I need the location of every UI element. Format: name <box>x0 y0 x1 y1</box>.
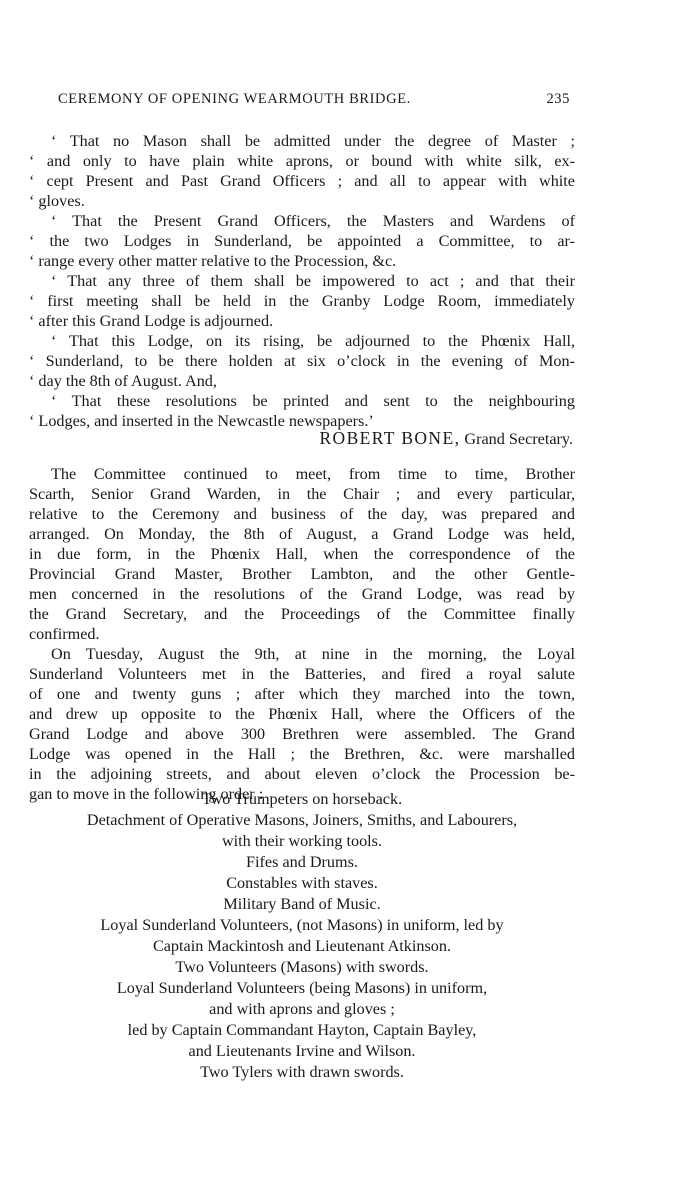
procession-item: Military Band of Music. <box>223 895 381 913</box>
procession-item: Loyal Sunderland Volunteers (being Masons) in uniform, <box>116 979 488 997</box>
signature-name: ROBERT BONE, <box>319 428 461 448</box>
narrative-line: On Tuesday, August the 9th, at nine in the morning, the Loyal <box>51 645 575 663</box>
resolution-line: ‘ That no Mason shall be admitted under the degree of Master ; <box>51 132 575 150</box>
narrative-line: and drew up opposite to the Phœnix Hall, where the Officers of the <box>29 705 575 723</box>
narrative-line: Grand Lodge and above 300 Brethren were assembled. The Grand <box>29 725 575 743</box>
resolution-line: ‘ That this Lodge, on its rising, be adjourned to the Phœnix Hall, <box>51 332 575 350</box>
procession-item: Fifes and Drums. <box>246 853 358 871</box>
resolution-line: ‘ and only to have plain white aprons, or bound with white silk, ex- <box>29 152 575 170</box>
resolution-line: ‘ range every other matter relative to the Procession, &c. <box>29 252 397 270</box>
resolution-line: ‘ That the Present Grand Officers, the Masters and Wardens of <box>51 212 575 230</box>
procession-item: Detachment of Operative Masons, Joiners, Smiths, and Labourers, <box>86 811 518 829</box>
page-number: 235 <box>546 91 570 107</box>
running-title: CEREMONY OF OPENING WEARMOUTH BRIDGE. <box>58 91 411 107</box>
procession-item: Two Volunteers (Masons) with swords. <box>175 958 429 976</box>
resolution-line: ‘ gloves. <box>29 192 85 210</box>
narrative-section <box>29 464 575 804</box>
resolution-line: ‘ cept Present and Past Grand Officers ; and all to appear with white <box>29 172 575 190</box>
narrative-line: relative to the Ceremony and business of the day, was prepared and <box>29 505 575 523</box>
narrative-line: confirmed. <box>29 625 100 643</box>
resolutions-section <box>29 131 575 431</box>
procession-item: Two Tylers with drawn swords. <box>200 1063 404 1081</box>
narrative-line: Sunderland Volunteers met in the Batteries, and fired a royal salute <box>29 665 575 683</box>
narrative-line: in the adjoining streets, and about eleven o’clock the Procession be- <box>29 765 575 783</box>
resolution-line: ‘ Lodges, and inserted in the Newcastle newspapers.’ <box>29 412 374 430</box>
resolution-line: ‘ the two Lodges in Sunderland, be appointed a Committee, to ar- <box>29 232 575 250</box>
procession-order <box>29 789 575 1083</box>
narrative-line: in due form, in the Phœnix Hall, when the correspondence of the <box>29 545 575 563</box>
procession-item: with their working tools. <box>221 832 383 850</box>
resolution-line: ‘ day the 8th of August. And, <box>29 372 217 390</box>
resolution-line: ‘ That any three of them shall be impowered to act ; and that their <box>51 272 575 290</box>
procession-item: Captain Mackintosh and Lieutenant Atkinson. <box>152 937 452 955</box>
narrative-line: men concerned in the resolutions of the Grand Lodge, was read by <box>29 585 575 603</box>
narrative-line: Lodge was opened in the Hall ; the Brethren, &c. were marshalled <box>29 745 575 763</box>
resolution-line: ‘ That these resolutions be printed and sent to the neighbouring <box>51 392 575 410</box>
procession-item: led by Captain Commandant Hayton, Captain Bayley, <box>127 1021 477 1039</box>
narrative-line: the Grand Secretary, and the Proceedings of the Committee finally <box>29 605 575 623</box>
narrative-line: arranged. On Monday, the 8th of August, a Grand Lodge was held, <box>29 525 575 543</box>
signature-title: Grand Secretary. <box>464 430 573 448</box>
running-header <box>58 91 570 108</box>
narrative-line: Scarth, Senior Grand Warden, in the Chair ; and every particular, <box>29 485 575 503</box>
narrative-line: The Committee continued to meet, from time to time, Brother <box>51 465 575 483</box>
procession-item: Constables with staves. <box>226 874 378 892</box>
narrative-line: gan to move in the following order : <box>29 785 264 803</box>
procession-item: Loyal Sunderland Volunteers, (not Masons) in uniform, led by <box>100 916 504 934</box>
resolution-line: ‘ after this Grand Lodge is adjourned. <box>29 312 274 330</box>
signature-line <box>319 428 573 449</box>
resolution-line: ‘ Sunderland, to be there holden at six o’clock in the evening of Mon- <box>29 352 575 370</box>
procession-item: Two Trumpeters on horseback. <box>201 790 403 808</box>
resolution-line: ‘ first meeting shall be held in the Granby Lodge Room, immediately <box>29 292 575 310</box>
procession-item: and Lieutenants Irvine and Wilson. <box>188 1042 416 1060</box>
narrative-line: of one and twenty guns ; after which they marched into the town, <box>29 685 575 703</box>
narrative-line: Provincial Grand Master, Brother Lambton, and the other Gentle- <box>29 565 575 583</box>
procession-item: and with aprons and gloves ; <box>209 1000 395 1018</box>
